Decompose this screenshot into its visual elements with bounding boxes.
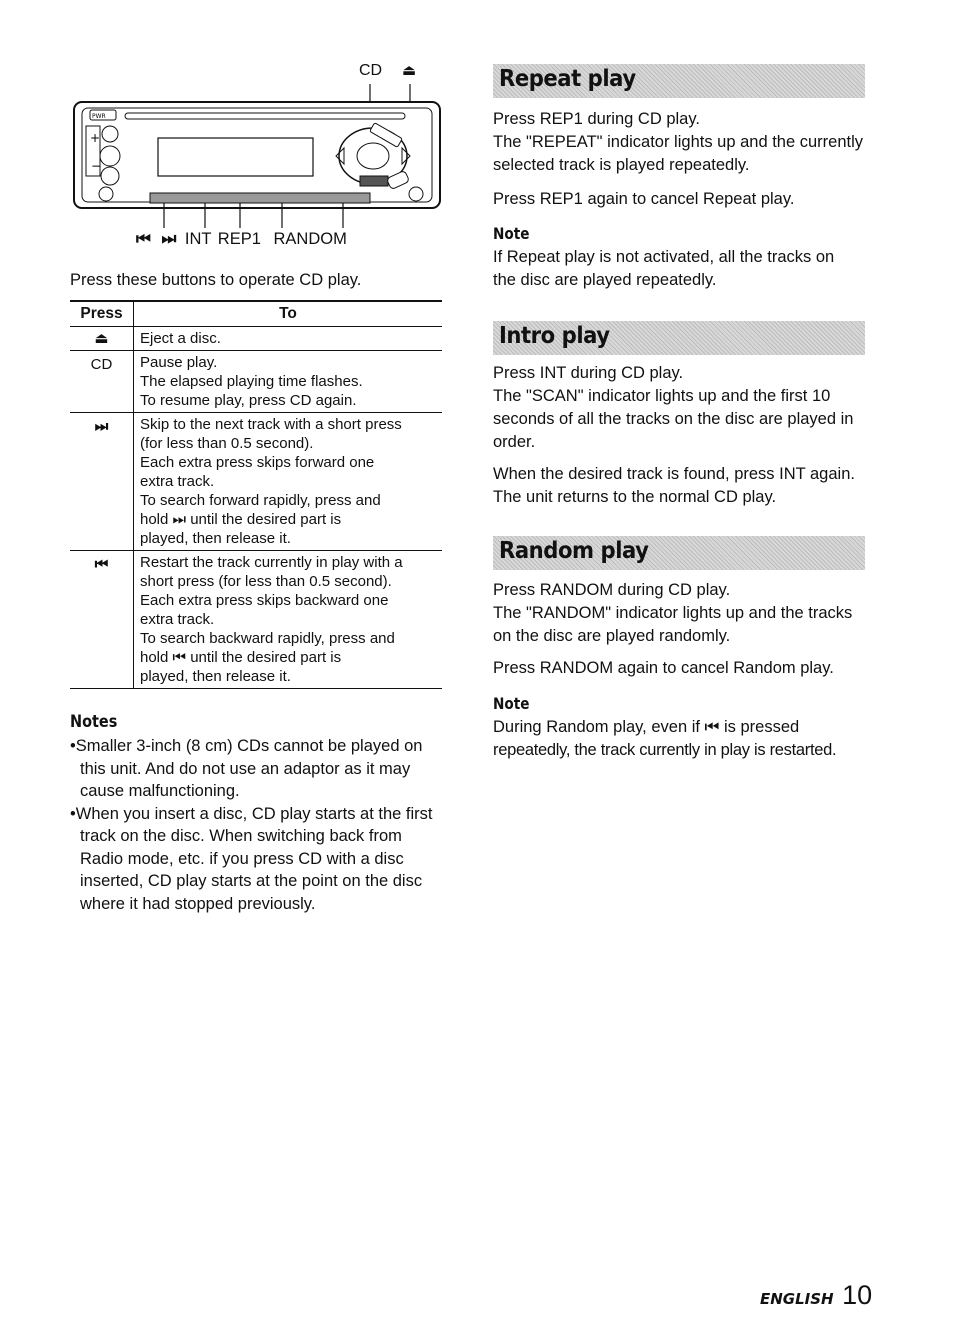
table-row — [70, 413, 442, 551]
row-key-cd: CD — [70, 351, 134, 413]
operations-table — [70, 300, 442, 689]
intro-text: Press these buttons to operate CD play. — [70, 271, 362, 289]
notes-title: Notes — [70, 712, 118, 732]
repeat-cancel: Press REP1 again to cancel Repeat play. — [493, 190, 795, 208]
row-desc: Eject a disc. — [140, 330, 221, 347]
note-bullet: •When you insert a disc, CD play starts at the first track on the disc. When switching back from Radio mode, etc. if you press CD with a disc inserted, CD play starts at the point on the disc where it had stopped previously. — [70, 804, 433, 913]
random-cancel: Press RANDOM again to cancel Random play. — [493, 659, 834, 677]
head-unit-diagram — [70, 58, 450, 258]
head-unit-illustration — [70, 58, 450, 258]
rep1-label: REP1 — [217, 230, 261, 248]
page-footer — [760, 1280, 872, 1311]
diagram-bottom-labels — [136, 230, 347, 249]
footer-language: ENGLISH — [760, 1290, 834, 1308]
random-note-title: Note — [493, 694, 530, 713]
note-bullet: •Smaller 3-inch (8 cm) CDs cannot be played on this unit. And do not use an adaptor as it may cause malfunctioning. — [70, 737, 423, 800]
svg-text:+: + — [90, 131, 101, 145]
row-key-next: ⏭ — [70, 413, 134, 551]
repeat-note: If Repeat play is not activated, all the tracks on the disc are played repeatedly. — [493, 248, 835, 289]
table-row — [70, 351, 442, 413]
row-desc: Restart the track currently in play with a short press (for less than 0.5 second). Each extra press skips backward one extra track. To search backward rapidly, press and hold ⏮ until the desired part is played, then release it. — [140, 554, 403, 685]
svg-text:−: − — [91, 159, 102, 173]
notes-list — [70, 735, 433, 915]
repeat-instructions: Press REP1 during CD play. The "REPEAT" indicator lights up and the currently selected track is played repeatedly. — [493, 110, 864, 174]
random-instructions: Press RANDOM during CD play. The "RANDOM" indicator lights up and the tracks on the disc are played randomly. — [493, 581, 853, 645]
diagram-label-cd: CD — [359, 62, 383, 79]
row-desc: Skip to the next track with a short press (for less than 0.5 second). Each extra press skips forward one extra track. To search forward rapidly, press and hold ⏭ until the desired part is played, then release it. — [140, 416, 402, 547]
random-note: During Random play, even if ⏮ is pressed repeatedly, the track currently in play is restarted. — [493, 718, 837, 759]
header-to: To — [279, 305, 297, 322]
intro-play-heading: Intro play — [493, 321, 865, 355]
intro-found: When the desired track is found, press INT again. The unit returns to the normal CD play. — [493, 465, 855, 506]
next-track-icon: ⏭ — [161, 230, 177, 248]
row-desc: Pause play. The elapsed playing time flashes. To resume play, press CD again. — [140, 354, 363, 409]
page-number: 10 — [842, 1280, 873, 1310]
repeat-note-title: Note — [493, 224, 530, 243]
intro-instructions: Press INT during CD play. The "SCAN" indicator lights up and the first 10 seconds of all the tracks on the disc are played in order. — [493, 364, 854, 451]
row-key-eject: ⏏ — [70, 327, 134, 351]
prev-track-icon: ⏮ — [136, 230, 151, 248]
random-play-heading: Random play — [493, 536, 865, 570]
table-row — [70, 327, 442, 351]
int-label: INT — [184, 230, 212, 248]
diagram-label-eject: ⏏ — [402, 62, 417, 79]
repeat-play-heading: Repeat play — [493, 64, 865, 98]
pwr-label: PWR — [92, 113, 106, 120]
row-key-prev: ⏮ — [70, 551, 134, 689]
table-row — [70, 551, 442, 689]
random-label: RANDOM — [273, 230, 347, 248]
table-header-row — [70, 301, 442, 327]
header-press: Press — [70, 301, 134, 327]
